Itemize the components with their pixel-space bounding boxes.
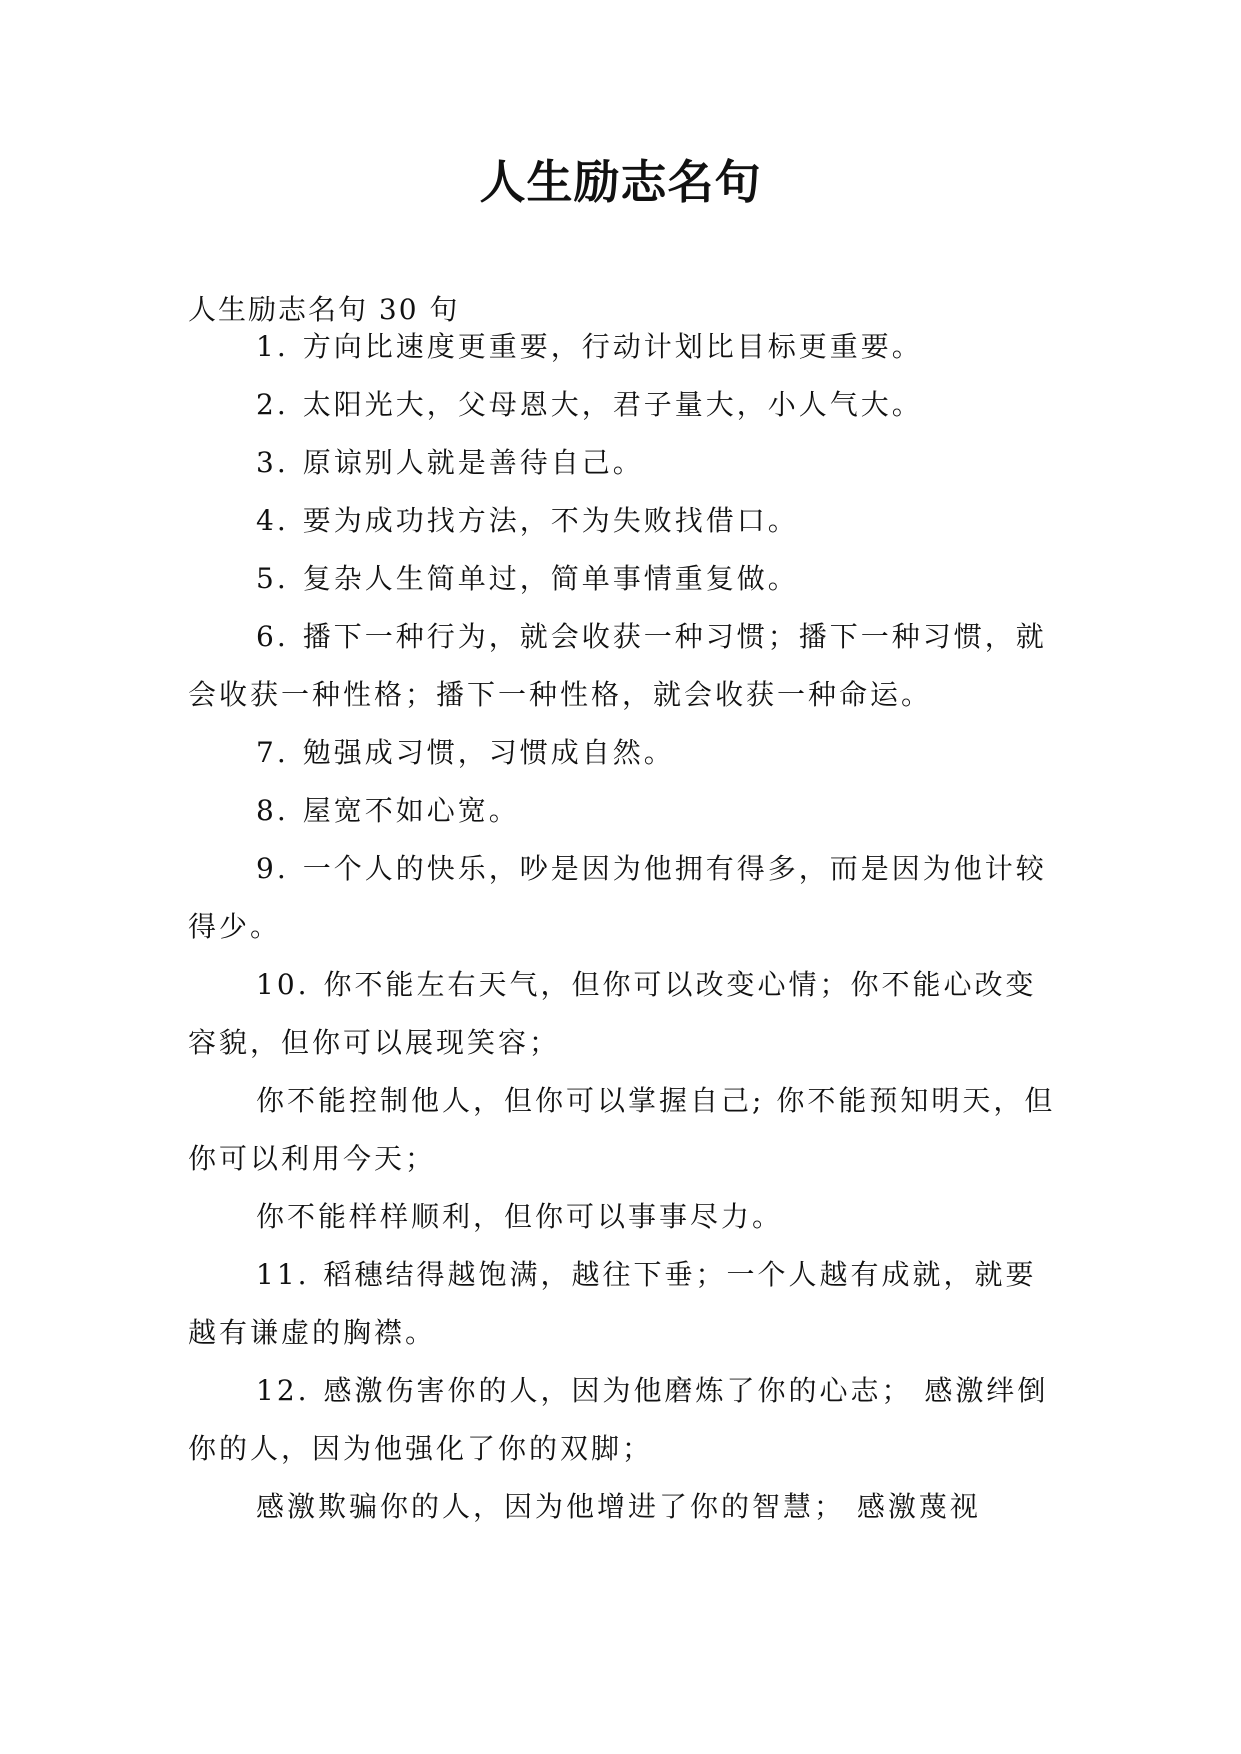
paragraph-number: 8. [256,794,289,827]
paragraph-number: 7. [256,736,289,769]
paragraph-text: 稻穗结得越饱满，越往下垂；一个人越有成就，就要越有谦虚的胸襟。 [188,1258,1037,1349]
paragraph-6 [188,608,1058,724]
paragraph-number: 9. [256,852,289,885]
paragraph-text: 感激欺骗你的人，因为他增进了你的智慧； 感激蔑视 [256,1490,981,1523]
paragraph-10-cont-2 [188,1188,1058,1246]
paragraph-2 [188,376,1058,434]
paragraph-10 [188,956,1058,1072]
paragraph-number: 2. [256,388,289,421]
paragraph-1 [188,318,1058,376]
paragraph-number: 10. [256,968,310,1001]
paragraph-text: 太阳光大，父母恩大，君子量大，小人气大。 [302,388,923,421]
paragraph-10-cont-1 [188,1072,1058,1188]
paragraph-number: 4. [256,504,289,537]
paragraph-text: 播下一种行为，就会收获一种习惯；播下一种习惯，就会收获一种性格；播下一种性格，就会收获一种命运。 [188,620,1047,711]
paragraph-text: 复杂人生简单过，简单事情重复做。 [302,562,799,595]
paragraph-9 [188,840,1058,956]
paragraph-5 [188,550,1058,608]
paragraph-text: 勉强成习惯，习惯成自然。 [302,736,675,769]
paragraph-12-cont [188,1478,1058,1536]
paragraph-text: 原谅别人就是善待自己。 [302,446,644,479]
paragraph-text: 你不能左右天气，但你可以改变心情；你不能心改变容貌，但你可以展现笑容； [188,968,1037,1059]
paragraph-number: 12. [256,1374,310,1407]
paragraph-text: 屋宽不如心宽。 [302,794,520,827]
paragraph-text: 方向比速度更重要，行动计划比目标更重要。 [302,330,923,363]
paragraph-number: 5. [256,562,289,595]
paragraph-3 [188,434,1058,492]
page-title: 人生励志名句 [479,155,762,209]
paragraph-text: 你不能样样顺利，但你可以事事尽力。 [256,1200,784,1233]
paragraph-number: 11. [256,1258,310,1291]
document-subtitle: 人生励志名句 30 句 [188,293,460,326]
paragraph-text: 要为成功找方法，不为失败找借口。 [302,504,799,537]
paragraph-text: 感激伤害你的人，因为他磨炼了你的心志； 感激绊倒你的人，因为他强化了你的双脚； [188,1374,1049,1465]
paragraph-4 [188,492,1058,550]
paragraph-8 [188,782,1058,840]
paragraph-12 [188,1362,1058,1478]
paragraph-7 [188,724,1058,782]
paragraph-11 [188,1246,1058,1362]
paragraph-number: 6. [256,620,289,653]
paragraph-text: 你不能控制他人，但你可以掌握自己; 你不能预知明天，但你可以利用今天； [188,1084,1056,1175]
paragraph-text: 一个人的快乐，吵是因为他拥有得多，而是因为他计较得少。 [188,852,1047,943]
paragraph-number: 3. [256,446,289,479]
paragraph-number: 1. [256,330,289,363]
